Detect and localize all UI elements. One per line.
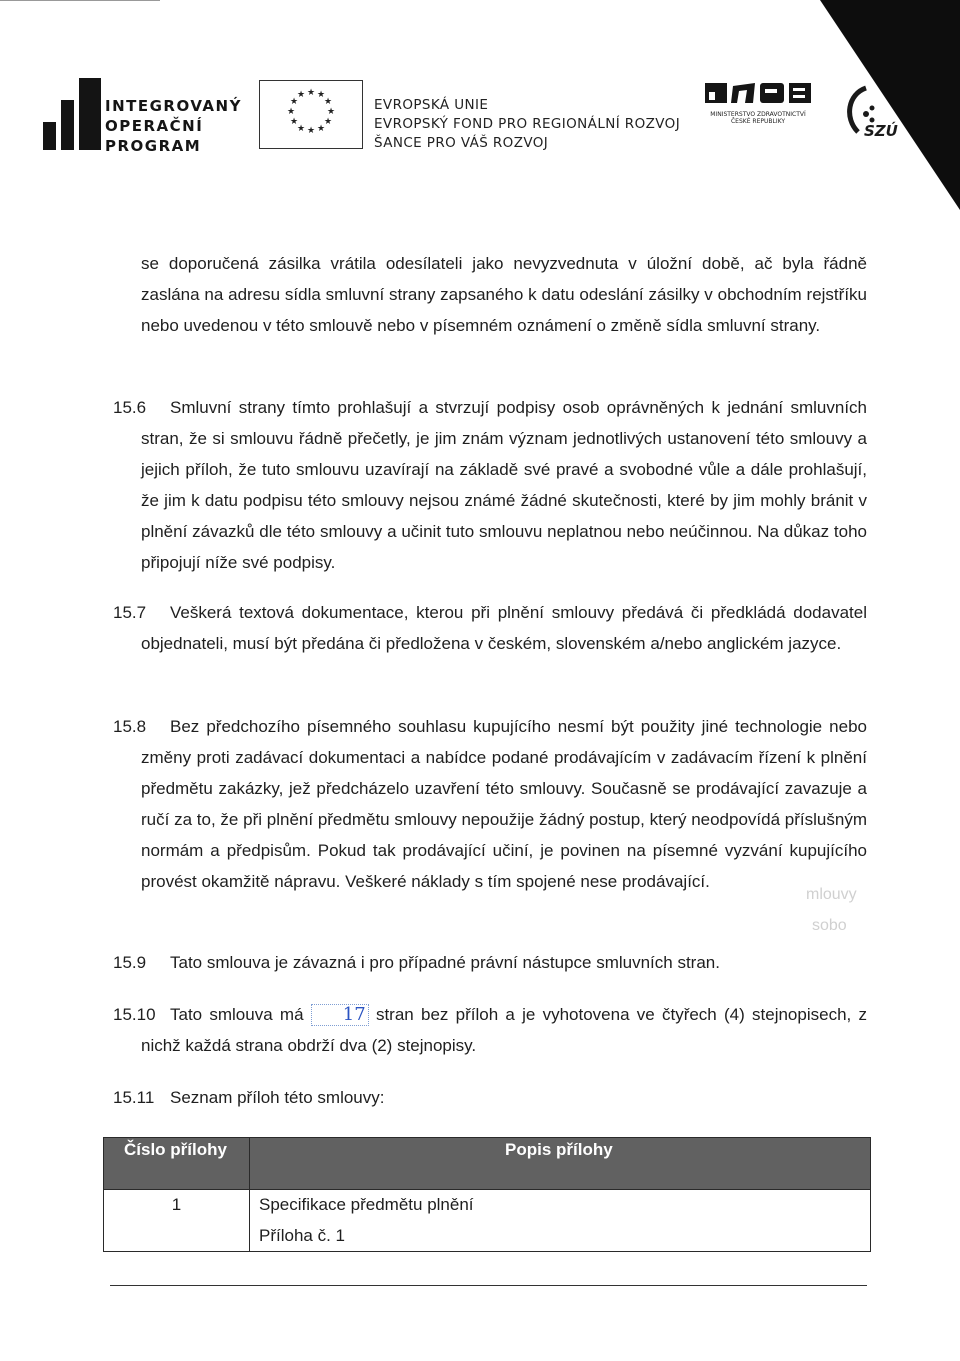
section-15-11-text: Seznam příloh této smlouvy: <box>170 1088 385 1107</box>
section-number-15-6: 15.6 <box>113 398 147 417</box>
mz-caption-line-1: MINISTERSTVO ZDRAVOTNICTVÍ <box>710 111 806 118</box>
section-15-10-text <box>141 999 867 1061</box>
mz-caption-line-2: ČESKÉ REPUBLIKY <box>730 118 785 125</box>
eu-text <box>374 96 680 153</box>
annex-table-header-row <box>104 1138 870 1190</box>
svg-text:★: ★ <box>316 90 326 100</box>
iop-logo-bars <box>43 78 105 150</box>
svg-text:★: ★ <box>326 107 336 117</box>
eu-stars-icon <box>260 81 362 148</box>
annex-row-1-description-line-1: Specifikace předmětu plnění <box>259 1195 474 1214</box>
annex-header-description: Popis přílohy <box>505 1140 613 1159</box>
eu-line-3: ŠANCE PRO VÁŠ ROZVOJ <box>374 135 549 151</box>
section-15-9-text: Tato smlouva je závazná i pro případné právní nástupce smluvních stran. <box>170 953 720 972</box>
ministry-of-health-logo <box>703 80 813 125</box>
svg-text:★: ★ <box>306 88 316 98</box>
section-15-10-text-after: stran bez příloh a je vyhotovena ve čtyřech (4) stejnopisech, z nichž každá strana obdrží dva (2) stejnopisy. <box>141 1005 867 1055</box>
section-15-10-text-before: Tato smlouva má <box>170 1005 304 1024</box>
annex-header-number: Číslo přílohy <box>124 1140 227 1159</box>
iop-line-2: OPERAČNÍ <box>105 117 204 135</box>
eu-line-1: EVROPSKÁ UNIE <box>374 97 489 113</box>
svg-text:★: ★ <box>289 97 299 107</box>
mz-caption <box>703 111 813 125</box>
svg-text:★: ★ <box>286 107 296 117</box>
svg-text:★: ★ <box>296 124 306 134</box>
svg-text:★: ★ <box>323 117 333 127</box>
svg-text:★: ★ <box>323 97 333 107</box>
section-number-15-8: 15.8 <box>113 717 147 736</box>
iop-logo-text <box>105 96 242 156</box>
annex-row-1-description-line-2: Příloha č. 1 <box>259 1226 345 1245</box>
svg-text:★: ★ <box>316 124 326 134</box>
section-15-6-text: Smluvní strany tímto prohlašují a stvrzují podpisy osob oprávněných k jednání smluvních stran, že si smlouvu řádně přečetly, je jim znám význam jednotlivých ustanovení této smlouvy a jejich příloh, že tuto smlouvu uzavírají na základě své pravé a svobodné vůle a dále prohlašují, že jim k datu podpisu této smlouvy nejsou známé žádné skutečnosti, které by jim mohly bránit v plnění závazků dle této smlouvy a učinit tuto smlouvu neplatnou nebo neúčinnou. Na důkaz toho připojují níže své podpisy. <box>141 398 867 572</box>
section-15-7-text: Veškerá textová dokumentace, kterou při plnění smlouvy předává či předkládá dodavatel objednateli, musí být předána či předložena v českém, slovenském a/nebo anglickém jazyce. <box>141 603 867 653</box>
intro-paragraph: se doporučená zásilka vrátila odesílateli jako nevyzvednuta v úložní době, ač byla řádně zaslána na adresu sídla smluvní strany zapsaného k datu odeslání zásilky v obchodním rejstříku nebo uvedenou v této smlouvě nebo v písemném oznámení o změně sídla smluvní strany. <box>141 254 867 335</box>
szu-logo-mark <box>836 78 906 148</box>
eu-line-2: EVROPSKÝ FOND PRO REGIONÁLNÍ ROZVOJ <box>374 116 681 132</box>
section-number-15-9: 15.9 <box>113 953 147 972</box>
bleed-through-text-1: mlouvy <box>806 886 857 903</box>
annex-table-column-divider <box>249 1138 250 1251</box>
svg-text:★: ★ <box>289 117 299 127</box>
annex-row-1-description <box>259 1189 474 1251</box>
handwritten-page-count: 17 <box>311 1004 369 1026</box>
annex-row-1-number: 1 <box>171 1195 182 1214</box>
eu-flag <box>259 80 363 149</box>
svg-text:★: ★ <box>306 126 316 136</box>
section-number-15-7: 15.7 <box>113 603 147 622</box>
mz-logo-mark <box>703 80 813 106</box>
section-15-8-text: Bez předchozího písemného souhlasu kupujícího nesmí být použity jiné technologie nebo změny proti zadávací dokumentaci a nabídce podané prodávajícím v zadávacím řízení k plnění předmětu zakázky, jež předcházelo uzavření této smlouvy. Současně se prodávající zavazuje a ručí za to, že při plnění předmětu smlouvy nepoužije žádný postup, který neodpovídá příslušným normám a předpisům. Pokud tak prodávající učiní, je povinen na písemné vyzvání kupujícího provést okamžitě nápravu. Veškeré náklady s tím spojené nese prodávající. <box>141 717 867 891</box>
bleed-through-text-2: sobo <box>812 917 847 934</box>
iop-line-1: INTEGROVANÝ <box>105 97 242 115</box>
footer-rule <box>110 1285 867 1286</box>
section-number-15-10: 15.10 <box>113 1005 156 1024</box>
szu-logo <box>836 78 906 153</box>
section-number-15-11: 15.11 <box>113 1088 155 1107</box>
svg-text:★: ★ <box>296 90 306 100</box>
szu-logo-text: SZÚ <box>864 122 898 140</box>
iop-line-3: PROGRAM <box>105 137 202 155</box>
annex-table <box>103 1137 871 1252</box>
